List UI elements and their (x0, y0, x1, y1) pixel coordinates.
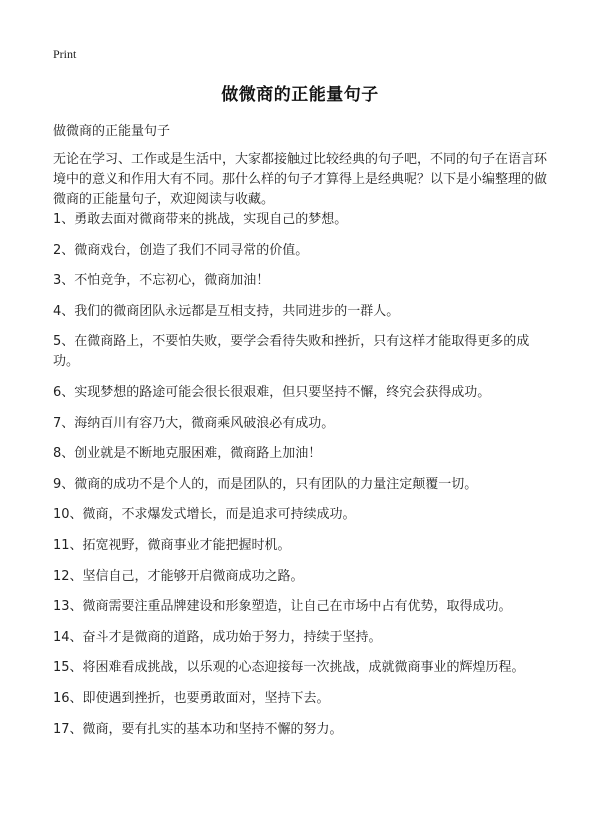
list-item: 6、实现梦想的路途可能会很长很艰难，但只要坚持不懈，终究会获得成功。 (53, 384, 491, 400)
list-item: 12、坚信自己，才能够开启微商成功之路。 (53, 568, 304, 584)
list-item: 8、创业就是不断地克服困难，微商路上加油！ (53, 446, 322, 462)
list-item: 2、微商戏台，创造了我们不同寻常的价值。 (53, 242, 309, 258)
list-item: 9、微商的成功不是个人的，而是团队的，只有团队的力量注定颠覆一切。 (53, 476, 478, 492)
list-item: 15、将困难看成挑战，以乐观的心态迎接每一次挑战，成就微商事业的辉煌历程。 (53, 660, 525, 676)
list-item: 13、微商需要注重品牌建设和形象塑造，让自己在市场中占有优势，取得成功。 (53, 599, 512, 615)
list-item: 14、奋斗才是微商的道路，成功始于努力，持续于坚持。 (53, 629, 382, 645)
print-link[interactable]: Print (53, 47, 77, 61)
list-item: 7、海纳百川有容乃大，微商乘风破浪必有成功。 (53, 415, 335, 431)
subtitle: 做微商的正能量句子 (53, 124, 171, 139)
list-item: 1、勇敢去面对微商带来的挑战，实现自己的梦想。 (53, 212, 348, 227)
list-item: 4、我们的微商团队永远都是互相支持，共同进步的一群人。 (53, 303, 400, 319)
page-title: 做微商的正能量句子 (221, 85, 379, 105)
intro-paragraph: 无论在学习、工作或是生活中，大家都接触过比较经典的句子吧，不同的句子在语言环境中的意义和作用大有不同。那什么样的句子才算得上是经典呢？以下是小编整理的做微商的正能量句子，欢迎阅读与收藏。 (53, 152, 548, 207)
list-item: 11、拓宽视野，微商事业才能把握时机。 (53, 537, 291, 553)
list-item: 5、在微商路上，不要怕失败，要学会看待失败和挫折，只有这样才能取得更多的成功。 (53, 334, 530, 370)
list-item: 16、即使遇到挫折，也要勇敢面对，坚持下去。 (53, 690, 330, 706)
list-item: 3、不怕竞争，不忘初心，微商加油！ (53, 273, 270, 289)
list-item: 17、微商，要有扎实的基本功和坚持不懈的努力。 (53, 721, 343, 737)
sentence-list (53, 210, 553, 750)
list-item: 10、微商，不求爆发式增长，而是追求可持续成功。 (53, 507, 356, 523)
